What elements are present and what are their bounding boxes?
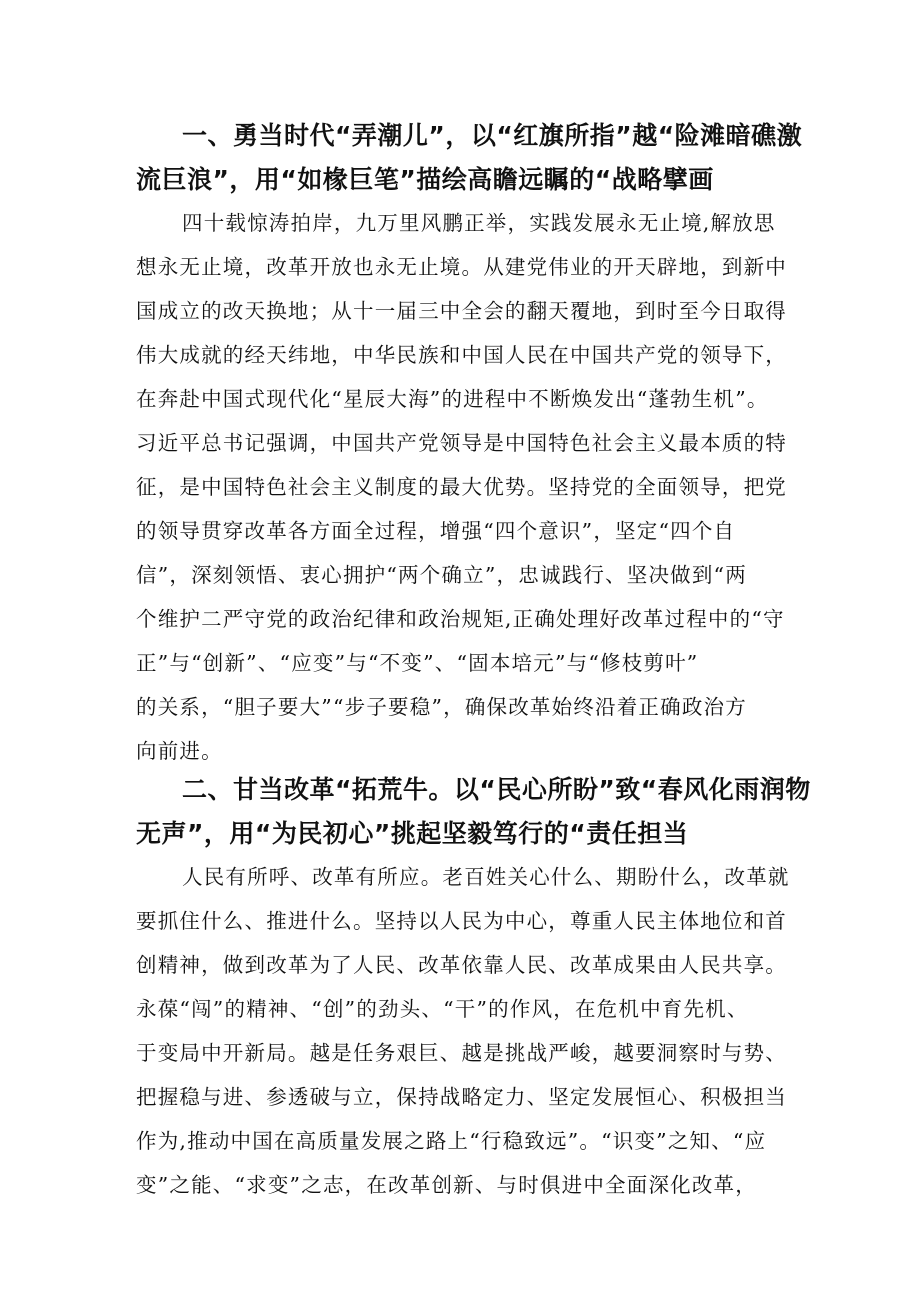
paragraph-line: 四十载惊涛拍岸，九万里风鹏正举，实践发展永无止境,解放思 [182,211,776,235]
paragraph-line: 把握稳与进、参透破与立，保持战略定力、坚定发展恒心、积极担当 [136,1085,787,1109]
paragraph-line: 的领导贯穿改革各方面全过程，增强“四个意识”，坚定“四个自 [136,519,736,543]
paragraph-line: 正”与“创新”、“应变”与“不变”、“固本培元”与“修枝剪叶” [136,651,699,675]
paragraph-line: 征，是中国特色社会主义制度的最大优势。坚持党的全面领导，把党 [136,475,787,499]
paragraph-line: 变”之能、“求变”之志，在改革创新、与时俱进中全面深化改革， [136,1173,757,1197]
paragraph-line: 伟大成就的经天纬地，中华民族和中国人民在中国共产党的领导下， [136,343,787,367]
paragraph-line: 创精神，做到改革为了人民、改革依靠人民、改革成果由人民共享。 [136,953,787,977]
paragraph-line: 国成立的改天换地；从十一届三中全会的翻天覆地，到时至今日取得 [136,299,787,323]
heading-line: 流巨浪”，用“如椽巨笔”描绘高瞻远瞩的“战略擘画 [136,165,714,194]
paragraph-line: 习近平总书记强调，中国共产党领导是中国特色社会主义最本质的特 [136,431,787,455]
heading-line: 无声”，用“为民初心”挑起坚毅笃行的“责任担当 [136,819,689,848]
paragraph-line: 在奔赴中国式现代化“星辰大海”的进程中不断焕发出“蓬勃生机”。 [136,387,769,411]
paragraph-line: 向前进。 [136,739,223,763]
paragraph-line: 要抓住什么、推进什么。坚持以人民为中心，尊重人民主体地位和首 [136,909,787,933]
paragraph-line: 信”，深刻领悟、衷心拥护“两个确立”，忠诚践行、坚决做到“两 [136,563,747,587]
paragraph-line: 人民有所呼、改革有所应。老百姓关心什么、期盼什么，改革就 [182,865,790,889]
paragraph-line: 于变局中开新局。越是任务艰巨、越是挑战严峻，越要洞察时与势、 [136,1041,787,1065]
heading-line: 一、勇当时代“弄潮儿”，以“红旗所指”越“险滩暗礁激 [182,121,803,150]
paragraph-line: 个维护二严守党的政治纪律和政治规矩,正确处理好改革过程中的“守 [136,607,785,631]
paragraph-line: 永葆“闯”的精神、“创”的劲头、“干”的作风，在危机中育先机、 [136,997,749,1021]
paragraph-line: 的关系，“胆子要大”“步子要稳”，确保改革始终沿着正确政治方 [136,695,747,719]
heading-line: 二、甘当改革“拓荒牛。以“民心所盼”致“春风化雨润物 [182,775,811,804]
paragraph-line: 想永无止境，改革开放也永无止境。从建党伟业的开天辟地，到新中 [136,255,787,279]
paragraph-line: 作为,推动中国在高质量发展之路上“行稳致远”。“识变”之知、“应 [136,1129,767,1153]
